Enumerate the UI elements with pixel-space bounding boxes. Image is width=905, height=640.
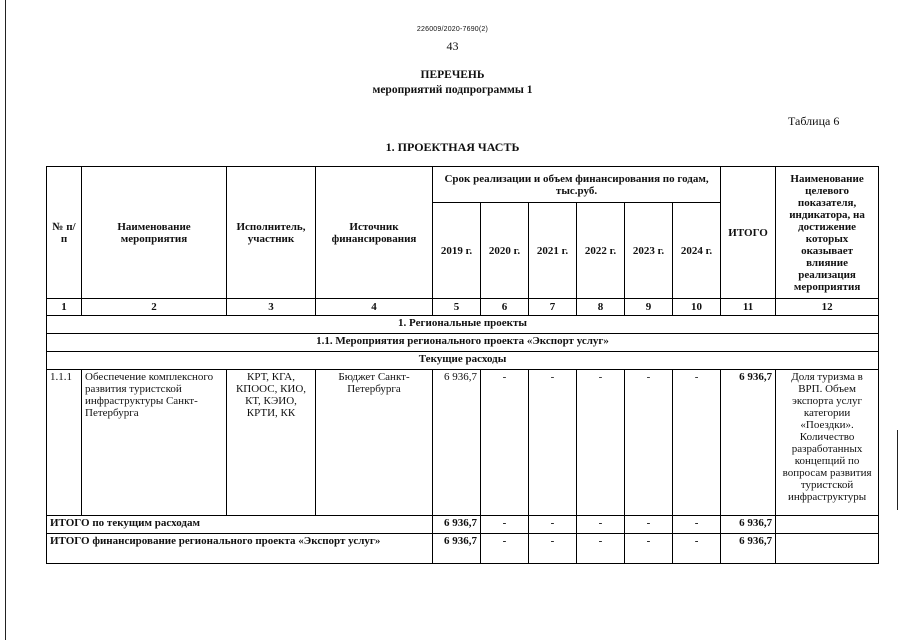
total-current-2020: - (481, 516, 529, 534)
total-current-empty (776, 516, 879, 534)
total-project-2020: - (481, 534, 529, 564)
item-value-2022: - (577, 370, 625, 516)
column-number: 11 (721, 299, 776, 316)
col-header-total: ИТОГО (721, 167, 776, 299)
total-project-empty (776, 534, 879, 564)
item-name: Обеспечение комплексного развития туристской инфраструктуры Санкт-Петербурга (82, 370, 227, 516)
total-project-row (47, 534, 879, 564)
item-executor: КРТ, КГА, КПООС, КИО, КТ, КЭИО, КРТИ, КК (227, 370, 316, 516)
total-project-label: ИТОГО финансирование регионального проекта «Экспорт услуг» (47, 534, 433, 564)
col-header-name: Наименование мероприятия (82, 167, 227, 299)
subsection-row (47, 334, 879, 352)
column-number: 5 (433, 299, 481, 316)
item-source: Бюджет Санкт-Петербурга (316, 370, 433, 516)
column-number: 8 (577, 299, 625, 316)
total-current-2024: - (673, 516, 721, 534)
document-title: ПЕРЕЧЕНЬ (420, 69, 485, 81)
scan-edge-right (897, 430, 898, 510)
total-current-2021: - (529, 516, 577, 534)
column-number: 7 (529, 299, 577, 316)
section-row (47, 316, 879, 334)
col-header-year: 2021 г. (529, 203, 577, 299)
column-number: 9 (625, 299, 673, 316)
item-number: 1.1.1 (47, 370, 82, 516)
total-current-2022: - (577, 516, 625, 534)
measures-table (46, 166, 879, 564)
total-project-2023: - (625, 534, 673, 564)
column-number: 1 (47, 299, 82, 316)
col-header-funding-group: Срок реализации и объем финансирования по годам, тыс.руб. (433, 167, 721, 203)
total-project-2024: - (673, 534, 721, 564)
col-header-year: 2022 г. (577, 203, 625, 299)
total-current-2023: - (625, 516, 673, 534)
item-total: 6 936,7 (721, 370, 776, 516)
total-project-2019: 6 936,7 (433, 534, 481, 564)
scan-edge-left (5, 0, 6, 640)
section-title: 1. ПРОЕКТНАЯ ЧАСТЬ (385, 140, 520, 154)
col-header-indicator: Наименование целевого показателя, индикатора, на достижение которых оказывает влияние реализация мероприятия (776, 167, 879, 299)
table-row (47, 370, 879, 516)
section-row-label: 1. Региональные проекты (47, 316, 879, 334)
column-number: 6 (481, 299, 529, 316)
col-header-year: 2023 г. (625, 203, 673, 299)
header-row-1 (47, 167, 879, 203)
total-project-2021: - (529, 534, 577, 564)
item-value-2023: - (625, 370, 673, 516)
total-current-sum: 6 936,7 (721, 516, 776, 534)
col-header-num: № п/п (47, 167, 82, 299)
col-header-year: 2024 г. (673, 203, 721, 299)
item-value-2021: - (529, 370, 577, 516)
col-header-source: Источник финансирования (316, 167, 433, 299)
item-indicator: Доля туризма в ВРП. Объем экспорта услуг категории «Поездки». Количество разработанных концепций по вопросам развития туристской инфраструктуры (776, 370, 879, 516)
document-stamp: 226009/2020-7690(2) (416, 26, 489, 33)
total-current-row (47, 516, 879, 534)
current-expenses-row (47, 352, 879, 370)
document-subtitle: мероприятий подпрограммы 1 (372, 84, 533, 96)
column-number: 12 (776, 299, 879, 316)
col-header-year: 2020 г. (481, 203, 529, 299)
page-number: 43 (446, 39, 459, 53)
column-number: 10 (673, 299, 721, 316)
total-project-2022: - (577, 534, 625, 564)
total-current-2019: 6 936,7 (433, 516, 481, 534)
table-label: Таблица 6 (788, 114, 840, 128)
column-number-row (47, 299, 879, 316)
total-current-label: ИТОГО по текущим расходам (47, 516, 433, 534)
col-header-executor: Исполнитель, участник (227, 167, 316, 299)
item-value-2019: 6 936,7 (433, 370, 481, 516)
total-project-sum: 6 936,7 (721, 534, 776, 564)
current-expenses-label: Текущие расходы (47, 352, 879, 370)
item-value-2020: - (481, 370, 529, 516)
col-header-year: 2019 г. (433, 203, 481, 299)
subsection-row-label: 1.1. Мероприятия регионального проекта «Экспорт услуг» (47, 334, 879, 352)
column-number: 4 (316, 299, 433, 316)
item-value-2024: - (673, 370, 721, 516)
column-number: 3 (227, 299, 316, 316)
column-number: 2 (82, 299, 227, 316)
